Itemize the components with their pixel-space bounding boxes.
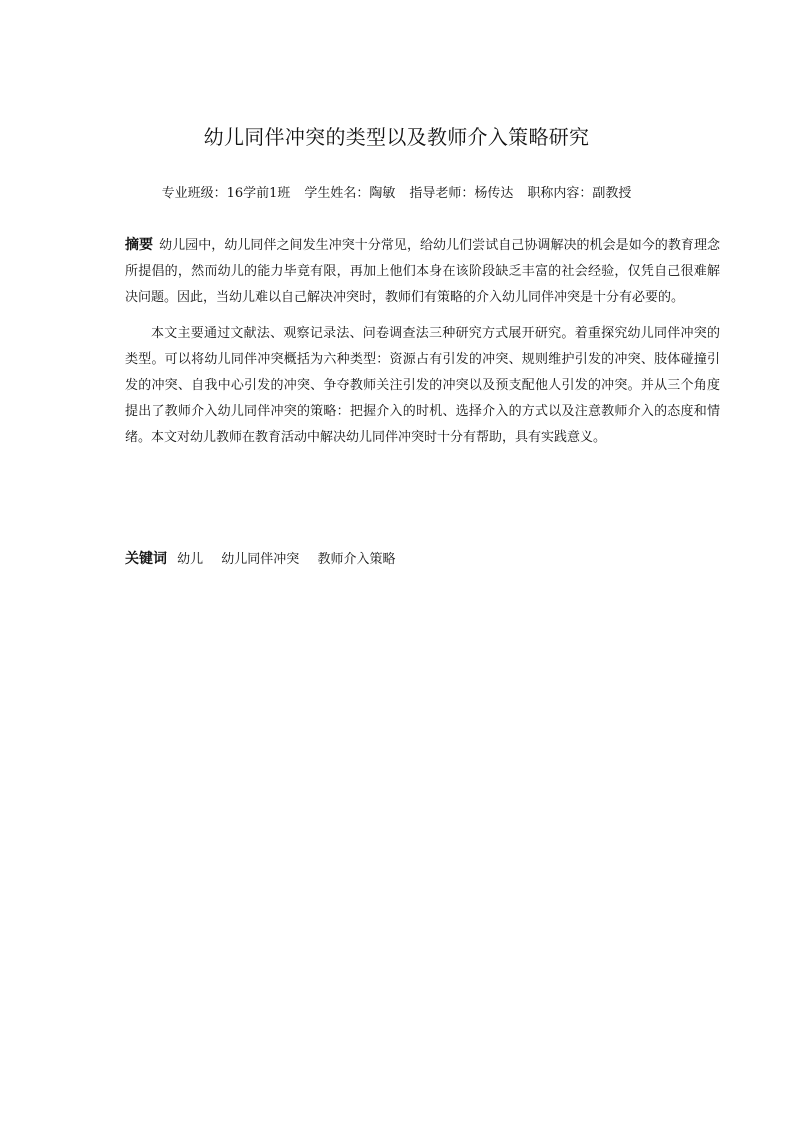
abstract-section — [125, 232, 720, 451]
keywords-label: 关键词 — [125, 551, 167, 567]
advisor-name: 指导老师：杨传达 — [409, 186, 514, 201]
keyword-item: 幼儿同伴冲突 — [221, 552, 300, 567]
abstract-paragraph-2: 本文主要通过文献法、观察记录法、问卷调查法三种研究方式展开研究。着重探究幼儿同伴冲突的类型。可以将幼儿同伴冲突概括为六种类型：资源占有引发的冲突、规则维护引发的冲突、肢体碰撞引发的冲突、自我中心引发的冲突、争夺教师关注引发的冲突以及预支配他人引发的冲突。并从三个角度提出了教师介入幼儿同伴冲突的策略：把握介入的时机、选择介入的方式以及注意教师介入的态度和情绪。本文对幼儿教师在教育活动中解决幼儿同伴冲突时十分有帮助，具有实践意义。 — [125, 326, 720, 445]
abstract-paragraph-1 — [125, 232, 720, 311]
student-name: 学生姓名：陶敏 — [304, 186, 396, 201]
keywords-section — [125, 546, 409, 573]
abstract-text-1: 幼儿园中，幼儿同伴之间发生冲突十分常见，给幼儿们尝试自己协调解决的机会是如今的教育理念所提倡的，然而幼儿的能力毕竟有限，再加上他们本身在该阶段缺乏丰富的社会经验，仅凭自己很难解决问题。因此，当幼儿难以自己解决冲突时，教师们有策略的介入幼儿同伴冲突是十分有必要的。 — [125, 238, 720, 305]
author-info — [0, 185, 793, 203]
keyword-item: 幼儿 — [177, 552, 204, 567]
page-title: 幼儿同伴冲突的类型以及教师介入策略研究 — [203, 125, 590, 149]
keyword-item: 教师介入策略 — [317, 552, 396, 567]
class-info: 专业班级：16学前1班 — [161, 186, 291, 201]
advisor-rank: 职称内容：副教授 — [527, 186, 632, 201]
abstract-label: 摘要 — [125, 237, 154, 253]
